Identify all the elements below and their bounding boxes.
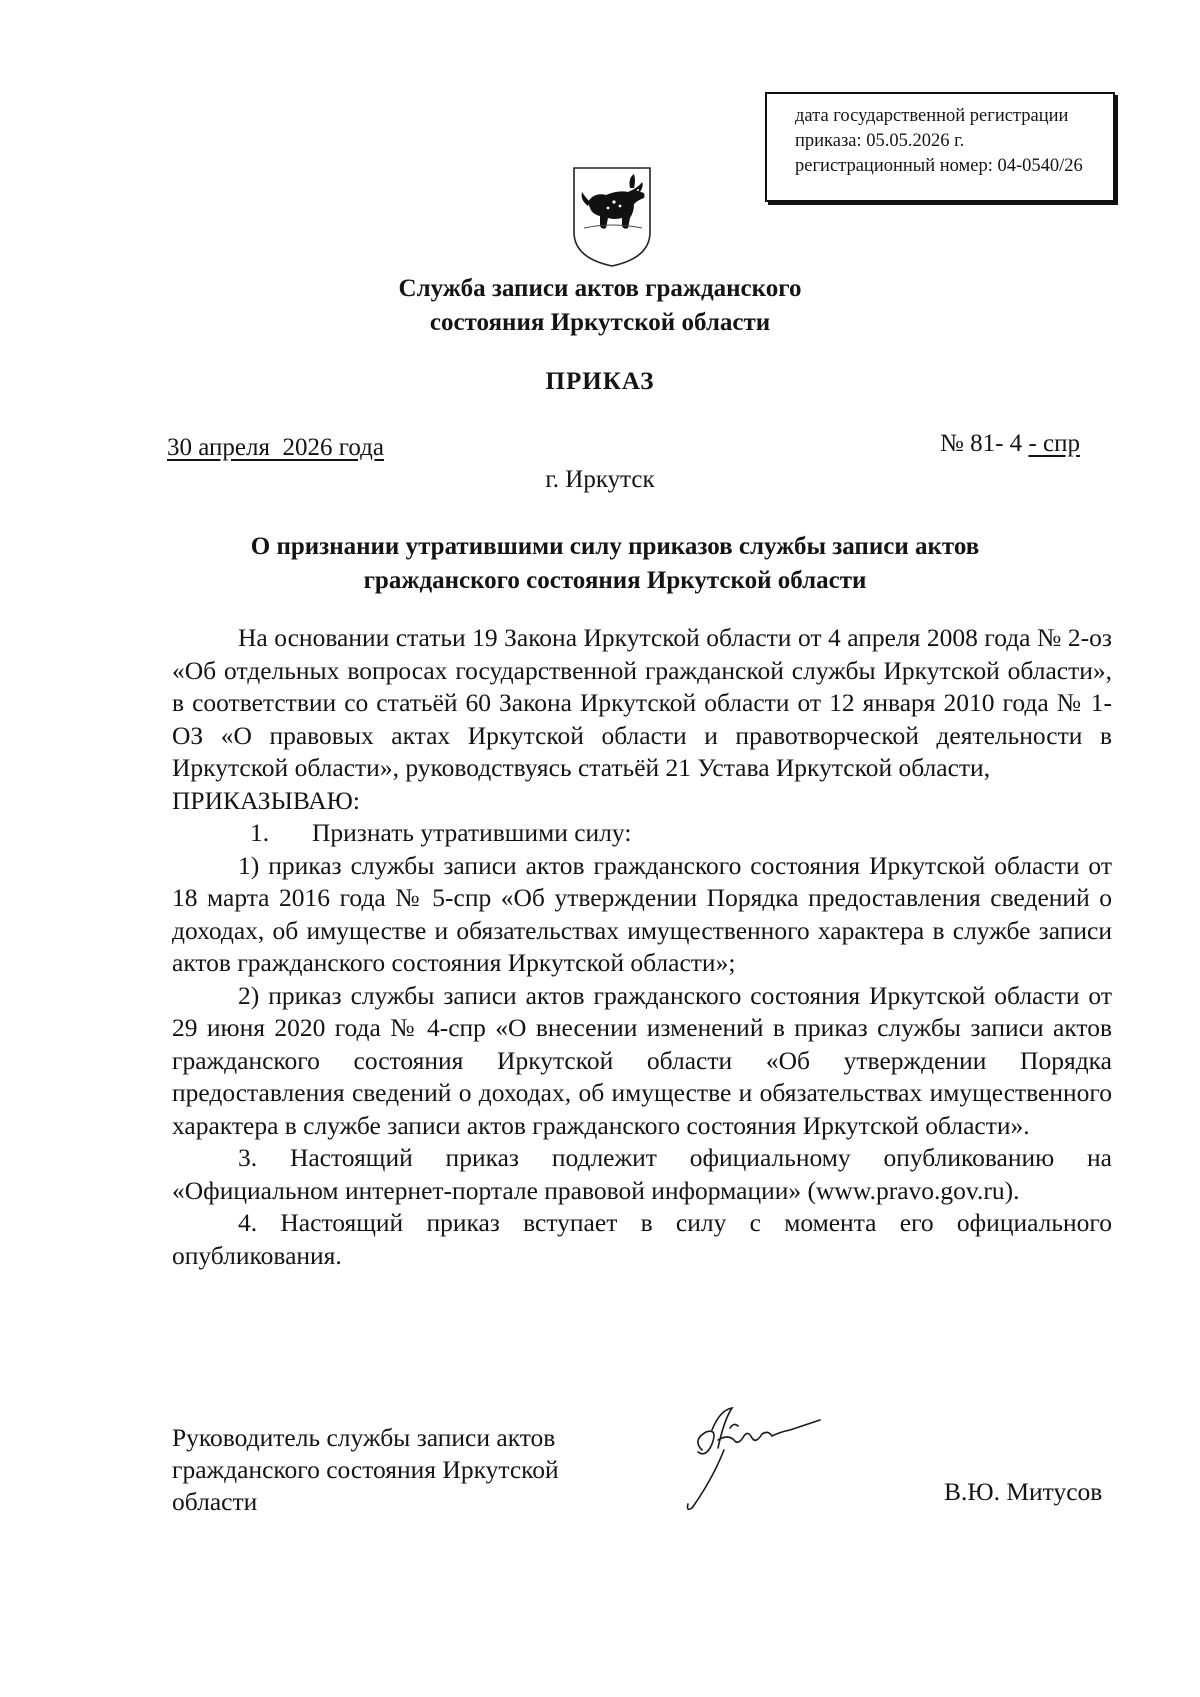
order-word: ПРИКАЗЫВАЮ: bbox=[172, 785, 360, 815]
preamble: На основании статьи 19 Закона Иркутской области от 4 апреля 2008 года № 2-оз «Об отдельных вопросах государственной гражданской службы Иркутской области», в соответствии со статьёй 60 Закона Иркутской области от 12 января 2010 года № 1-ОЗ «О правовых актах Иркутской области и правотворческой деятельности в Иркутской области», руководствуясь статьёй 21 Устава Иркутской области, bbox=[172, 623, 1112, 782]
organization-name bbox=[300, 272, 900, 340]
sub-item-2: 2) приказ службы записи актов гражданского состояния Иркутской области от 29 июня 2020 года № 4-спр «О внесении изменений в приказ службы записи актов гражданского состояния Иркутской области «Об утверждении Порядка предоставления сведений о доходах, об имуществе и обязательствах имущественного характера в службе записи актов гражданского состояния Иркутской области». bbox=[172, 980, 1112, 1140]
item-1-number: 1. bbox=[250, 818, 270, 847]
stamp-line-2: приказа: 05.05.2026 г. bbox=[795, 131, 965, 151]
position-line-3: области bbox=[172, 1487, 258, 1516]
org-line-2: состояния Иркутской области bbox=[429, 309, 771, 336]
city: г. Иркутск bbox=[545, 466, 655, 493]
position-line-2: гражданского состояния Иркутской bbox=[172, 1455, 559, 1484]
stamp-line-1: дата государственной регистрации bbox=[795, 106, 1069, 126]
document-number bbox=[940, 430, 1080, 458]
document-body bbox=[172, 622, 1112, 1272]
number-suffix: - спр bbox=[1028, 430, 1080, 457]
number-prefix: № 81- 4 bbox=[940, 430, 1023, 457]
item-4: 4. Настоящий приказ вступает в силу с момента его официального опубликования. bbox=[172, 1208, 1112, 1270]
registration-stamp bbox=[765, 92, 1115, 202]
item-3: 3. Настоящий приказ подлежит официальному опубликованию на «Официальном интернет-портале правовой информации» (www.pravo.gov.ru). bbox=[172, 1143, 1112, 1205]
sub-item-1: 1) приказ службы записи актов гражданского состояния Иркутской области от 18 марта 2016 года № 5-спр «Об утверждении Порядка предоставления сведений о доходах, об имуществе и обязательствах имущественного характера в службе записи актов гражданского состояния Иркутской области»; bbox=[172, 850, 1112, 977]
handwritten-signature bbox=[672, 1400, 872, 1520]
stamp-line-3: регистрационный номер: 04-0540/26 bbox=[795, 156, 1083, 176]
subject-line-1: О признании утратившими силу приказов службы записи актов bbox=[250, 533, 980, 560]
document-subject bbox=[190, 530, 1040, 598]
item-1 bbox=[172, 817, 1112, 850]
subject-line-2: гражданского состояния Иркутской области bbox=[363, 567, 867, 594]
document-date: 30 апреля 2026 года bbox=[167, 434, 384, 461]
position-line-1: Руководитель службы записи актов bbox=[172, 1423, 556, 1452]
signatory-name: В.Ю. Митусов bbox=[944, 1477, 1103, 1506]
signatory-position bbox=[172, 1422, 559, 1518]
document-type: ПРИКАЗ bbox=[545, 368, 655, 395]
coat-of-arms-icon bbox=[568, 162, 656, 270]
org-line-1: Служба записи актов гражданского bbox=[398, 275, 802, 302]
item-1-text: Признать утратившими силу: bbox=[312, 818, 632, 847]
